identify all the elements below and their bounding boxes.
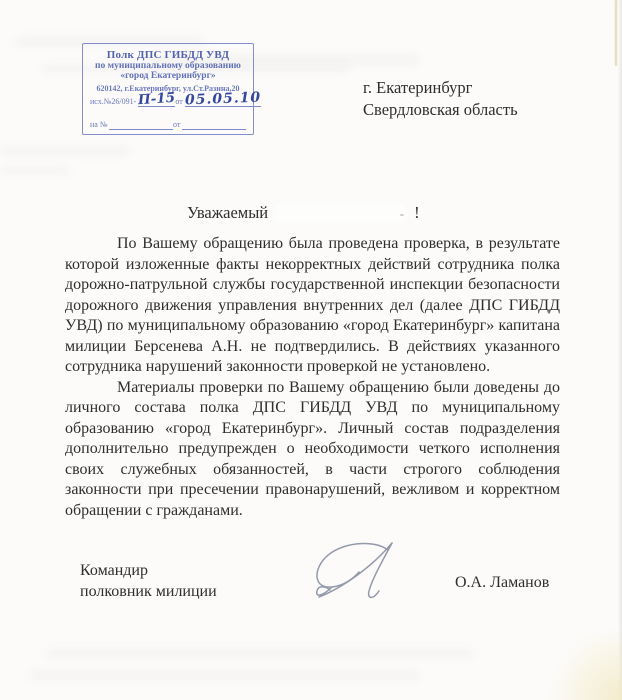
greeting-exclamation: ! (414, 203, 420, 222)
scan-corner-stain (542, 630, 622, 700)
handwritten-outgoing-number: П-15 (137, 89, 176, 109)
signer-name: О.А. Ламанов (455, 574, 550, 591)
stamp-incoming-row (90, 116, 246, 130)
stamp-incoming-date-line (182, 116, 246, 130)
stamp-incoming-ot-label: от (173, 120, 181, 129)
scan-smudge (0, 146, 130, 156)
stamp-org-line2: по муниципальному образованию (95, 61, 241, 71)
scan-smudge (30, 670, 420, 681)
stamp-outgoing-row (90, 89, 262, 109)
handwritten-signature-icon (308, 536, 412, 624)
stamp-incoming-number-line (109, 116, 173, 130)
letter-body (65, 234, 560, 521)
stamp-org-name: Полк ДПС ГИБДД УВД (106, 49, 230, 61)
stamp-ot-label: от (175, 97, 183, 106)
body-paragraph-1: По Вашему обращению была проведена проверка, в результате которой изложенные факты некорректных действий сотрудника полка дорожно-патрульной службы государственной инспекции безопасности дорожного движения управления внутренних дел (далее ДПС ГИБДД УВД) по муниципальному образованию «город Екатеринбург» капитана милиции Берсенева А.Н. не подтвердились. В действиях указанного сотрудника нарушений законности проверкой не установлено. (65, 235, 560, 375)
scan-smudge (45, 648, 475, 658)
stamp-outgoing-prefix: исх.№26/091- (90, 97, 137, 106)
stamp-org-line3: «город Екатеринбург» (120, 71, 216, 81)
recipient-region: Свердловская область (363, 100, 518, 119)
scan-edge-shadow (618, 0, 622, 700)
stamp-incoming-prefix: на № (90, 120, 108, 129)
stamp-outgoing-date-line (184, 89, 262, 109)
stamp-outgoing-number-line (137, 89, 176, 109)
scan-smudge (0, 166, 70, 175)
signer-position-line2: полковник милиции (80, 582, 217, 600)
redacted-name: - (276, 206, 404, 222)
recipient-city: г. Екатеринбург (363, 78, 473, 97)
stamp-address: 620142, г.Екатеринбург, ул.Ст.Разина,20 (96, 84, 240, 93)
scan-edge-line (615, 0, 617, 66)
handwritten-outgoing-date: 05.05.10 (184, 89, 262, 109)
greeting-salutation: Уважаемый (187, 203, 269, 222)
signer-position (80, 561, 217, 602)
recipient-block (363, 77, 518, 121)
body-paragraph-2: Материалы проверки по Вашему обращению были доведены до личного состава полка ДПС ГИБДД УВД по муниципальному образованию «город Екатеринбург». Личный состав подразделения дополнительно предупрежден о необходимости четкого исполнения своих служебных обязанностей, в части строгого соблюдения законности при пресечении правонарушений, вежливом и корректном обращении с гражданами. (65, 378, 560, 519)
signer-position-line1: Командир (80, 562, 148, 579)
greeting-line (187, 203, 420, 223)
org-stamp (82, 43, 262, 135)
